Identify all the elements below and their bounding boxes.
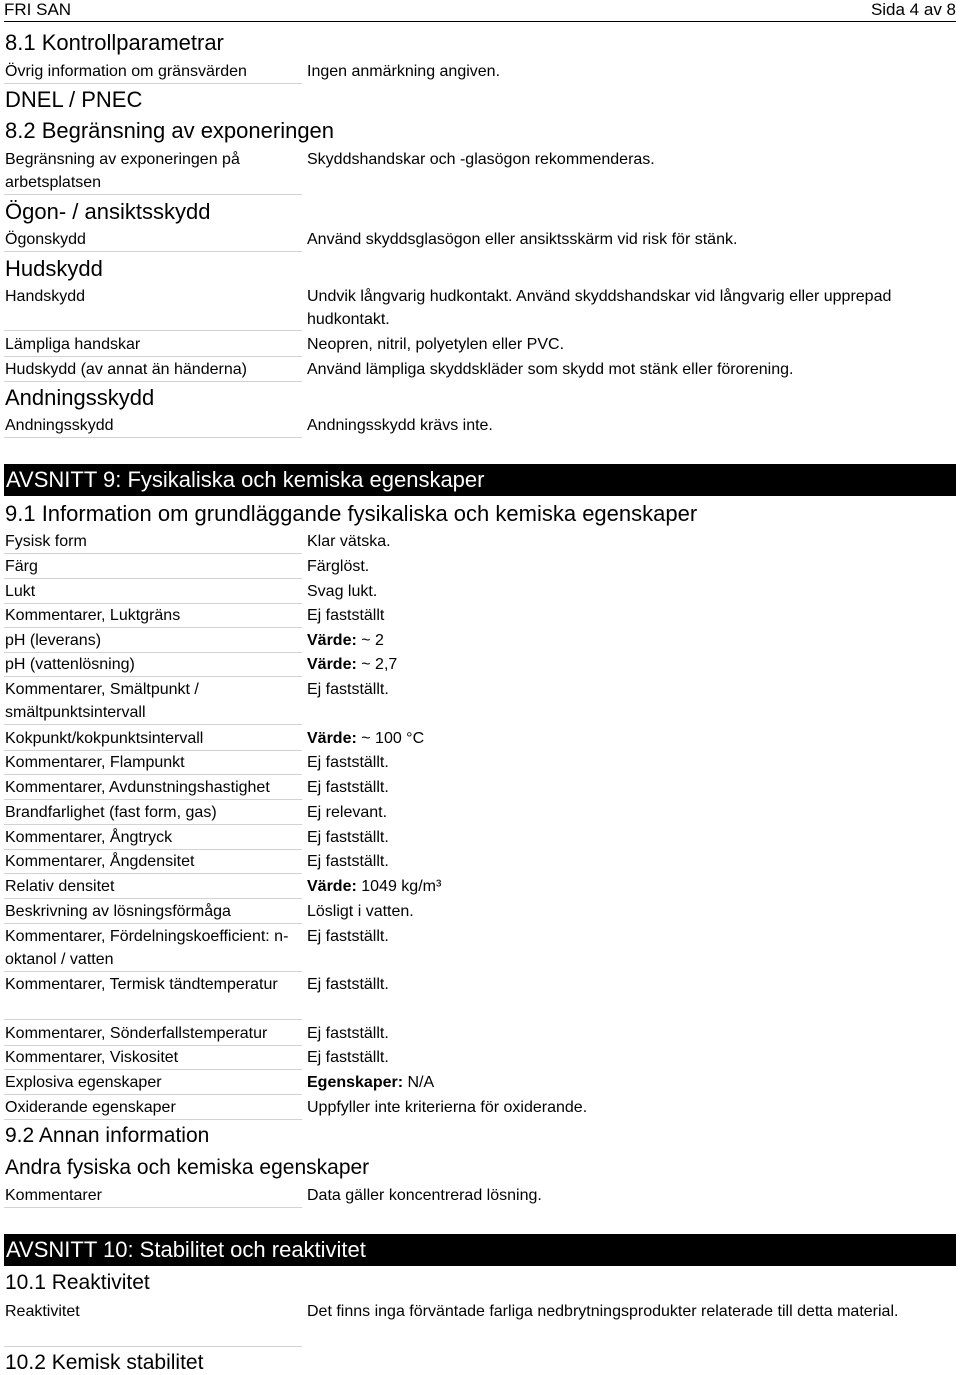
label-begransning: Begränsning av exponeringen på arbetsplatsen bbox=[4, 148, 302, 195]
label-brandfarlighet: Brandfarlighet (fast form, gas) bbox=[4, 801, 302, 825]
label-avdunstning: Kommentarer, Avdunstningshastighet bbox=[4, 776, 302, 800]
value-smaltpunkt: Ej fastställt. bbox=[307, 681, 389, 698]
label-fordelningskoefficient: Kommentarer, Fördelningskoefficient: n-oktanol / vatten bbox=[4, 925, 302, 972]
section-10-bar: AVSNITT 10: Stabilitet och reaktivitet bbox=[4, 1234, 956, 1266]
value-hudskydd-ovrigt: Använd lämpliga skyddskläder som skydd mot stänk eller förorening. bbox=[307, 361, 794, 378]
heading-ogonskydd: Ögon- / ansiktsskydd bbox=[5, 199, 211, 224]
label-viskositet: Kommentarer, Viskositet bbox=[4, 1046, 302, 1070]
value-luktgrans: Ej fastställt bbox=[307, 607, 385, 624]
page-header bbox=[4, 0, 956, 20]
value-ogonskydd: Använd skyddsglasögon eller ansiktsskärm vid risk för stänk. bbox=[307, 231, 738, 248]
label-fysisk-form: Fysisk form bbox=[4, 530, 302, 554]
value-oxiderande: Uppfyller inte kriterierna för oxiderande. bbox=[307, 1099, 588, 1116]
product-name: FRI SAN bbox=[4, 0, 72, 19]
value-angtryck: Ej fastställt. bbox=[307, 829, 389, 846]
value-brandfarlighet: Ej relevant. bbox=[307, 804, 388, 821]
heading-andra-egenskaper: Andra fysiska och kemiska egenskaper bbox=[5, 1156, 370, 1179]
value-sonderfall: Ej fastställt. bbox=[307, 1025, 389, 1042]
label-angdensitet: Kommentarer, Ångdensitet bbox=[4, 850, 302, 874]
value-fysisk-form: Klar vätska. bbox=[307, 533, 391, 550]
label-handskydd: Handskydd bbox=[4, 285, 302, 331]
value-kokpunkt: Värde: ~ 100 °C bbox=[307, 730, 425, 747]
value-reaktivitet: Det finns inga förväntade farliga nedbrytningsprodukter relaterade till detta material. bbox=[307, 1303, 899, 1320]
label-oxiderande: Oxiderande egenskaper bbox=[4, 1096, 302, 1120]
label-relativ-densitet: Relativ densitet bbox=[4, 875, 302, 899]
label-angtryck: Kommentarer, Ångtryck bbox=[4, 826, 302, 850]
label-ogonskydd: Ögonskydd bbox=[4, 228, 302, 252]
label-tandtemperatur: Kommentarer, Termisk tändtemperatur bbox=[4, 973, 302, 1020]
label-sonderfall: Kommentarer, Sönderfallstemperatur bbox=[4, 1022, 302, 1046]
label-reaktivitet: Reaktivitet bbox=[4, 1300, 302, 1347]
label-hudskydd-ovrigt: Hudskydd (av annat än händerna) bbox=[4, 358, 302, 382]
value-viskositet: Ej fastställt. bbox=[307, 1049, 389, 1066]
label-explosiva: Explosiva egenskaper bbox=[4, 1071, 302, 1095]
label-andningsskydd: Andningsskydd bbox=[4, 414, 302, 438]
heading-9-1: 9.1 Information om grundläggande fysikaliska och kemiska egenskaper bbox=[5, 501, 698, 526]
value-handskydd: Undvik långvarig hudkontakt. Använd skyddshandskar vid långvarig eller upprepad hudkontakt. bbox=[307, 288, 892, 328]
value-ph-vattenlosning: Värde: ~ 2,7 bbox=[307, 656, 398, 673]
header-rule bbox=[4, 21, 956, 22]
value-loslighet: Lösligt i vatten. bbox=[307, 903, 414, 920]
value-fordelningskoefficient: Ej fastställt. bbox=[307, 928, 389, 945]
value-ovrig-info: Ingen anmärkning angiven. bbox=[307, 63, 501, 80]
heading-dnel-pnec: DNEL / PNEC bbox=[5, 87, 143, 112]
value-tandtemperatur: Ej fastställt. bbox=[307, 976, 389, 993]
label-lampliga-handskar: Lämpliga handskar bbox=[4, 333, 302, 357]
value-farg: Färglöst. bbox=[307, 558, 370, 575]
label-luktgrans: Kommentarer, Luktgräns bbox=[4, 604, 302, 628]
page-number: Sida 4 av 8 bbox=[870, 0, 956, 19]
label-farg: Färg bbox=[4, 555, 302, 579]
label-flampunkt: Kommentarer, Flampunkt bbox=[4, 751, 302, 775]
value-flampunkt: Ej fastställt. bbox=[307, 754, 389, 771]
heading-hudskydd: Hudskydd bbox=[5, 256, 103, 281]
heading-9-2: 9.2 Annan information bbox=[5, 1124, 210, 1147]
value-andningsskydd: Andningsskydd krävs inte. bbox=[307, 417, 493, 434]
heading-10-1: 10.1 Reaktivitet bbox=[5, 1271, 150, 1294]
value-kommentarer: Data gäller koncentrerad lösning. bbox=[307, 1187, 542, 1204]
heading-andningsskydd: Andningsskydd bbox=[5, 385, 155, 410]
value-relativ-densitet: Värde: 1049 kg/m³ bbox=[307, 878, 442, 895]
heading-10-2: 10.2 Kemisk stabilitet bbox=[5, 1351, 204, 1374]
label-lukt: Lukt bbox=[4, 580, 302, 604]
value-ph-leverans: Värde: ~ 2 bbox=[307, 632, 384, 649]
label-ph-leverans: pH (leverans) bbox=[4, 629, 302, 653]
section-9-bar: AVSNITT 9: Fysikaliska och kemiska egenskaper bbox=[4, 464, 956, 496]
label-kommentarer: Kommentarer bbox=[4, 1184, 302, 1208]
value-angdensitet: Ej fastställt. bbox=[307, 853, 389, 870]
heading-8-1: 8.1 Kontrollparametrar bbox=[5, 30, 224, 55]
label-ovrig-info: Övrig information om gränsvärden bbox=[4, 60, 302, 84]
label-loslighet: Beskrivning av lösningsförmåga bbox=[4, 900, 302, 924]
heading-8-2: 8.2 Begränsning av exponeringen bbox=[5, 118, 335, 143]
value-lampliga-handskar: Neopren, nitril, polyetylen eller PVC. bbox=[307, 336, 565, 353]
value-begransning: Skyddshandskar och -glasögon rekommenderas. bbox=[307, 151, 655, 168]
label-kokpunkt: Kokpunkt/kokpunktsintervall bbox=[4, 727, 302, 751]
value-explosiva: Egenskaper: N/A bbox=[307, 1074, 435, 1091]
value-avdunstning: Ej fastställt. bbox=[307, 779, 389, 796]
label-ph-vattenlosning: pH (vattenlösning) bbox=[4, 653, 302, 677]
value-lukt: Svag lukt. bbox=[307, 583, 378, 600]
label-smaltpunkt: Kommentarer, Smältpunkt / smältpunktsintervall bbox=[4, 678, 302, 725]
